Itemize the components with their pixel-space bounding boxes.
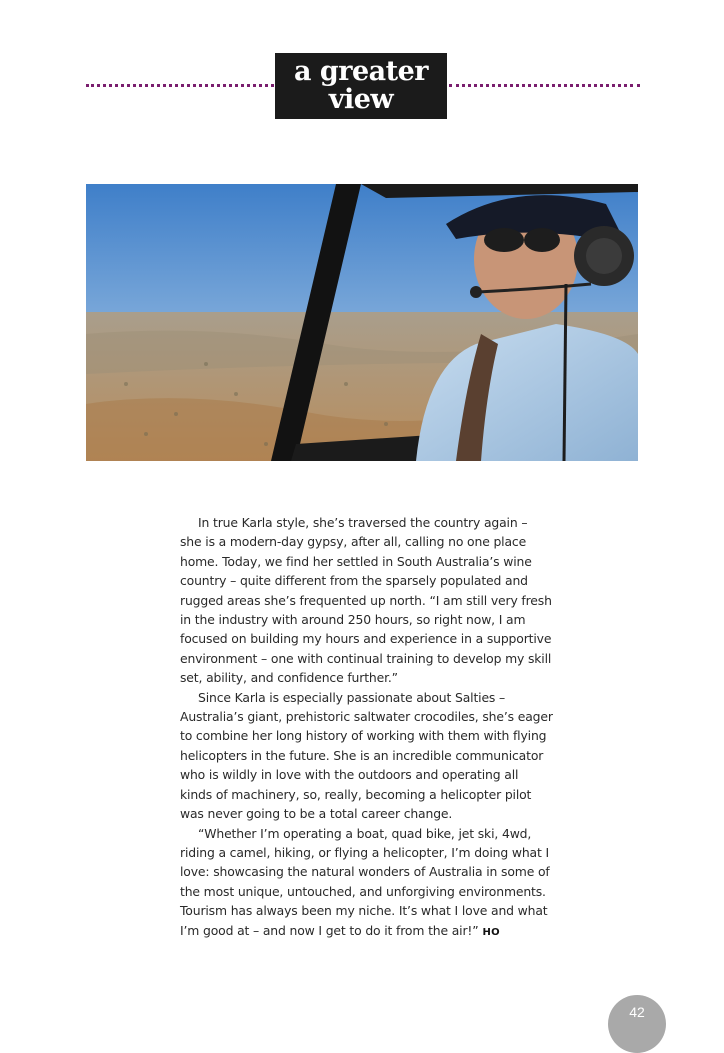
helicopter-pilot-photo <box>86 184 638 461</box>
photo-illustration <box>86 184 638 461</box>
text-line: was never going to be a total career change. <box>180 806 453 822</box>
section-title <box>275 53 447 119</box>
text-line: Tourism has always been my niche. It’s what I love and what <box>180 903 548 919</box>
text-line: home. Today, we find her settled in South Australia’s wine <box>180 553 532 569</box>
end-mark: HO <box>482 926 500 938</box>
text-line: In true Karla style, she’s traversed the country again – <box>198 515 528 530</box>
text-line: country – quite different from the sparsely populated and <box>180 573 528 589</box>
article-body <box>180 513 553 942</box>
text-line: the most unique, untouched, and unforgiving environments. <box>180 883 546 899</box>
text-line: set, ability, and confidence further.” <box>180 670 398 686</box>
text-line: she is a modern-day gypsy, after all, calling no one place <box>180 534 527 550</box>
text-line: who is wildly in love with the outdoors and operating all <box>180 767 519 783</box>
title-rule-left <box>86 84 274 87</box>
text-line: rugged areas she’s frequented up north. “I am still very fresh <box>180 592 552 608</box>
text-line: helicopters in the future. She is an incredible communicator <box>180 747 544 763</box>
text-line: love: showcasing the natural wonders of Australia in some of <box>180 864 550 880</box>
text-line: kinds of machinery, so, really, becoming a helicopter pilot <box>180 786 532 802</box>
last-line-text: I’m good at – and now I get to do it from the air!” <box>180 922 479 938</box>
text-line: riding a camel, hiking, or flying a helicopter, I’m doing what I <box>180 844 549 860</box>
text-line: in the industry with around 250 hours, so right now, I am <box>180 612 526 628</box>
text-line: Australia’s giant, prehistoric saltwater crocodiles, she’s eager <box>180 709 553 725</box>
text-line-last <box>180 921 546 942</box>
text-line: to combine her long history of working with them with flying <box>180 728 547 744</box>
title-rule-right <box>449 84 640 87</box>
text-line: “Whether I’m operating a boat, quad bike, jet ski, 4wd, <box>198 825 532 841</box>
text-line: environment – one with continual training to develop my skill <box>180 650 552 666</box>
section-title-line-2: view <box>328 84 394 115</box>
text-line: Since Karla is especially passionate about Salties – <box>198 689 506 705</box>
section-title-line-1: a greater <box>293 56 429 87</box>
text-line: focused on building my hours and experience in a supportive <box>180 631 552 647</box>
page-number: 42 <box>608 995 666 1053</box>
